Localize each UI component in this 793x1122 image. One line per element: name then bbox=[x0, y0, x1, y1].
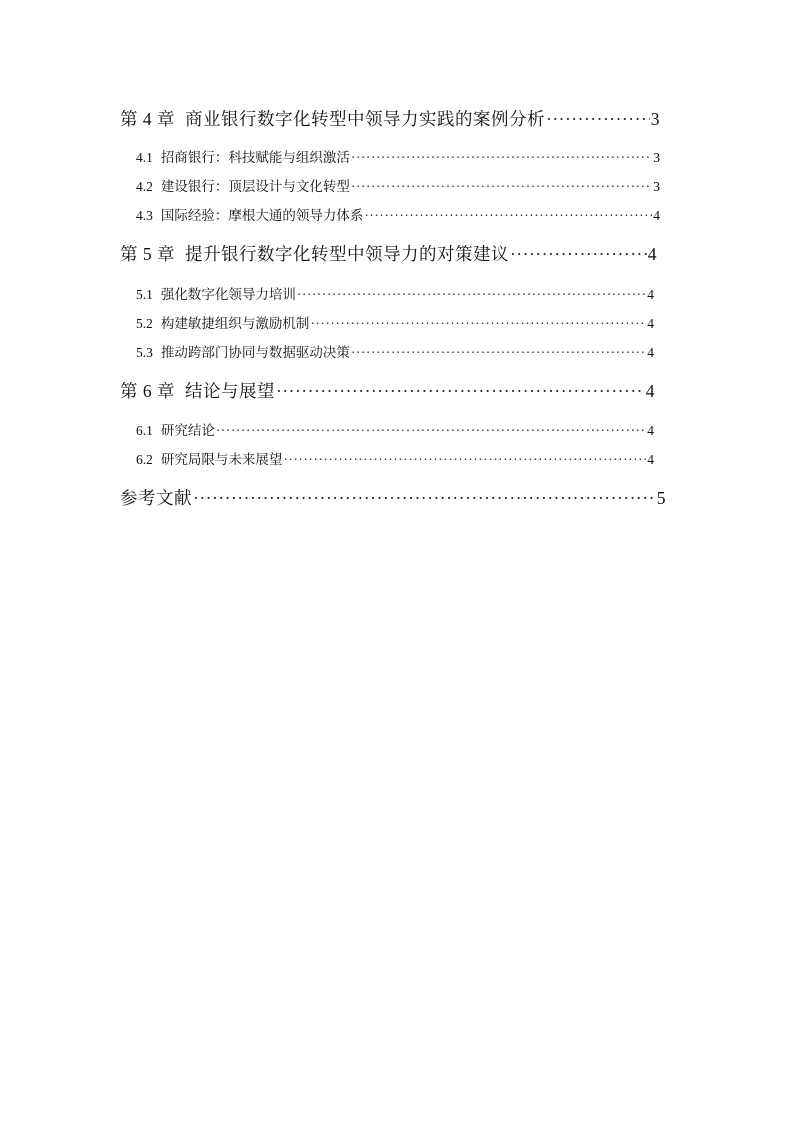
dot-leader bbox=[216, 423, 646, 439]
toc-entry-number: 4.1 bbox=[136, 150, 153, 165]
toc-entry-number: 5.2 bbox=[136, 316, 153, 331]
toc-entry-page: 4 bbox=[647, 423, 654, 438]
dot-leader bbox=[546, 109, 650, 130]
toc-entry-page: 3 bbox=[653, 150, 660, 165]
toc-entry-number: 5.1 bbox=[136, 287, 153, 302]
toc-entry-section-5-1[interactable] bbox=[136, 283, 654, 303]
toc-entry-page: 4 bbox=[653, 208, 660, 223]
toc-entry-page: 4 bbox=[647, 452, 654, 467]
toc-entry-title: 商业银行数字化转型中领导力实践的案例分析 bbox=[185, 110, 545, 130]
toc-entry-section-4-2[interactable] bbox=[136, 175, 660, 195]
dot-leader bbox=[351, 150, 652, 166]
toc-entry-chapter-5[interactable] bbox=[120, 241, 657, 266]
toc-entry-chapter-6[interactable] bbox=[120, 378, 655, 403]
toc-entry-title: 建设银行：顶层设计与文化转型 bbox=[160, 179, 350, 195]
toc-entry-page: 4 bbox=[645, 381, 655, 401]
toc-entry-number: 第 6 章 bbox=[120, 381, 175, 401]
dot-leader bbox=[351, 345, 646, 361]
toc-entry-title: 招商银行：科技赋能与组织激活 bbox=[160, 150, 350, 166]
toc-entry-section-6-1[interactable] bbox=[136, 419, 654, 439]
toc-entry-number: 6.1 bbox=[136, 423, 153, 438]
dot-leader bbox=[510, 244, 647, 265]
toc-entry-section-4-3[interactable] bbox=[136, 204, 660, 224]
toc-entry-page: 4 bbox=[647, 345, 654, 360]
toc-entry-section-5-3[interactable] bbox=[136, 341, 654, 361]
toc-entry-title: 构建敏捷组织与激励机制 bbox=[160, 316, 310, 332]
toc-entry-title: 研究结论 bbox=[160, 423, 215, 439]
toc-entry-title: 强化数字化领导力培训 bbox=[160, 287, 296, 303]
toc-entry-number: 4.3 bbox=[136, 208, 153, 223]
toc-entry-number: 4.2 bbox=[136, 179, 153, 194]
toc-entry-chapter-4[interactable] bbox=[120, 106, 660, 131]
toc-entry-page: 3 bbox=[653, 179, 660, 194]
dot-leader bbox=[297, 287, 646, 303]
dot-leader bbox=[193, 488, 656, 509]
dot-leader bbox=[351, 179, 652, 195]
toc-entry-number: 5.3 bbox=[136, 345, 153, 360]
toc-entry-title: 结论与展望 bbox=[185, 382, 275, 402]
dot-leader bbox=[276, 381, 645, 402]
toc-entry-title: 国际经验：摩根大通的领导力体系 bbox=[160, 208, 364, 224]
toc-entry-references[interactable] bbox=[120, 485, 666, 510]
toc-entry-number: 6.2 bbox=[136, 452, 153, 467]
toc-entry-number: 第 5 章 bbox=[120, 244, 175, 264]
toc-entry-title: 参考文献 bbox=[120, 489, 192, 509]
toc-entry-page: 4 bbox=[647, 287, 654, 302]
toc-entry-section-5-2[interactable] bbox=[136, 312, 654, 332]
toc-entry-page: 4 bbox=[647, 244, 657, 264]
dot-leader bbox=[283, 452, 646, 468]
dot-leader bbox=[364, 208, 652, 224]
dot-leader bbox=[310, 316, 646, 332]
toc-entry-title: 提升银行数字化转型中领导力的对策建议 bbox=[185, 245, 509, 265]
toc-entry-page: 4 bbox=[647, 316, 654, 331]
toc-entry-title: 研究局限与未来展望 bbox=[160, 452, 283, 468]
toc-entry-page: 3 bbox=[650, 109, 660, 129]
toc-entry-title: 推动跨部门协同与数据驱动决策 bbox=[160, 345, 350, 361]
toc-entry-section-4-1[interactable] bbox=[136, 146, 660, 166]
toc-entry-number: 第 4 章 bbox=[120, 109, 175, 129]
toc-entry-section-6-2[interactable] bbox=[136, 448, 654, 468]
toc-entry-page: 5 bbox=[656, 488, 666, 508]
